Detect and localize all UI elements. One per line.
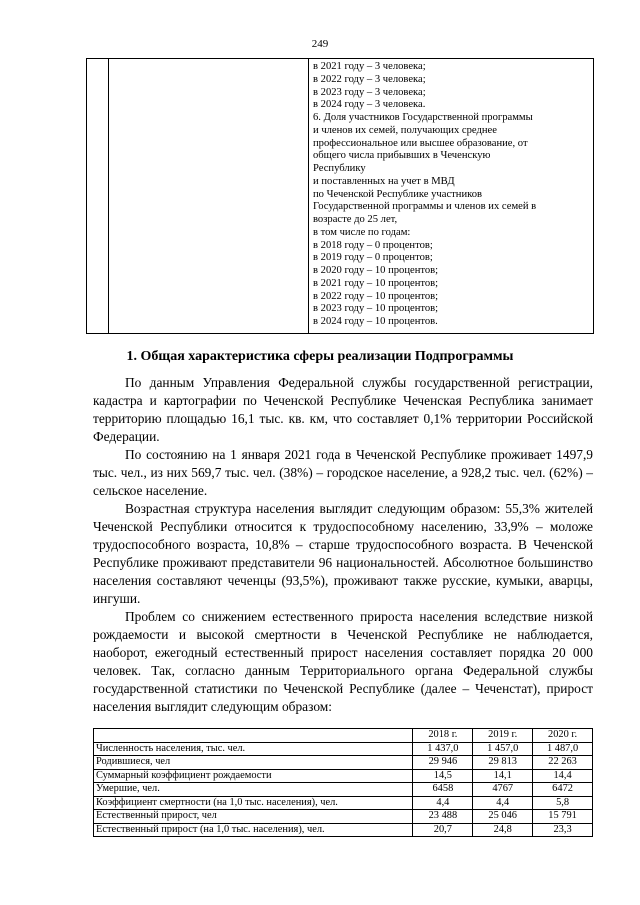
text-line: 6. Доля участников Государственной программы	[313, 112, 533, 123]
table-cell: 6458	[413, 783, 473, 797]
text-line: в 2022 году – 10 процентов;	[313, 290, 439, 302]
text-line: в 2024 году – 10 процентов.	[313, 316, 438, 327]
text-line: в 2023 году – 3 человека;	[313, 86, 426, 98]
table-cell: Естественный прирост (на 1,0 тыс. населения), чел.	[94, 823, 413, 837]
paragraph: Возрастная структура населения выглядит следующим образом: 55,3% жителей Чеченской Республики относится к трудоспособному населению, 33,9% – моложе трудоспособного возраста, 10,8% – старше трудоспособного возраста. В Чеченской Республике проживают представители 96 национальностей. Абсолютное большинство населения составляют чеченцы (93,5%), проживают также русские, кумыки, аварцы, ингуши.	[93, 501, 593, 606]
table-cell: 4,4	[473, 796, 533, 810]
text-line: профессиональное или высшее образование, от	[313, 137, 528, 149]
table-cell: Умершие, чел.	[94, 783, 413, 797]
table-cell: 24,8	[473, 823, 533, 837]
table-row	[94, 756, 593, 770]
text-line: в 2022 году – 3 человека;	[313, 73, 426, 85]
table-cell: 29 946	[413, 756, 473, 770]
table-cell: 15 791	[533, 810, 593, 824]
table-cell: 1 437,0	[413, 742, 473, 756]
table-cell: 20,7	[413, 823, 473, 837]
text-line: возрасте до 25 лет,	[313, 214, 398, 225]
text-line: в 2021 году – 10 процентов;	[313, 277, 439, 289]
text-line: и поставленных на учет в МВД	[313, 175, 455, 187]
table-cell: Родившиеся, чел	[94, 756, 413, 770]
table-row	[94, 783, 593, 797]
text-line: в 2020 году – 10 процентов;	[313, 265, 439, 276]
text-line: в том числе по годам:	[313, 226, 411, 238]
table-header-cell: 2018 г.	[413, 729, 473, 743]
text-line: в 2018 году – 0 процентов;	[313, 239, 433, 251]
table-column-divider	[108, 59, 109, 333]
text-line: в 2021 году – 3 человека;	[313, 61, 426, 72]
continuation-table	[86, 58, 594, 334]
paragraph: По данным Управления Федеральной службы государственной регистрации, кадастра и картографии по Чеченской Республике Чеченская Республика занимает территорию площадью 16,1 тыс. кв. км, что составляет 0,1% территории Российской Федерации.	[93, 375, 593, 444]
table-header-cell	[94, 729, 413, 743]
table-row	[94, 810, 593, 824]
table-cell: 1 457,0	[473, 742, 533, 756]
table-row	[94, 823, 593, 837]
text-line: общего числа прибывших в Чеченскую	[313, 150, 491, 162]
table-cell: Суммарный коэффициент рождаемости	[94, 769, 413, 783]
population-stats-table	[93, 728, 593, 837]
table-cell: Естественный прирост, чел	[94, 810, 413, 824]
table-cell: 14,1	[473, 769, 533, 783]
paragraph: Проблем со снижением естественного прироста населения вследствие низкой рождаемости и высокой смертности в Чеченской Республике не наблюдается, наоборот, ежегодный естественный прирост населения составляет порядка 20 000 человек. Так, согласно данным Территориального органа Федеральной службы государственной статистики по Чеченской Республике (далее – Чеченстат), прирост населения выглядит следующим образом:	[93, 609, 593, 714]
table-cell: 14,4	[533, 769, 593, 783]
section-heading: 1. Общая характеристика сферы реализации Подпрограммы	[126, 349, 514, 364]
table-column-divider	[308, 59, 309, 333]
table-cell: 1 487,0	[533, 742, 593, 756]
table-cell: 4767	[473, 783, 533, 797]
table-cell: 6472	[533, 783, 593, 797]
text-line: в 2019 году – 0 процентов;	[313, 252, 433, 264]
table-cell: 29 813	[473, 756, 533, 770]
body-text	[93, 374, 593, 716]
indicator-text-cell	[313, 61, 591, 329]
table-cell: Численность населения, тыс. чел.	[94, 742, 413, 756]
table-header-cell: 2019 г.	[473, 729, 533, 743]
text-line: в 2023 году – 10 процентов;	[313, 303, 439, 315]
text-line: Республику	[313, 163, 366, 174]
table-cell: 23 488	[413, 810, 473, 824]
table-cell: 5,8	[533, 796, 593, 810]
table-row	[94, 742, 593, 756]
table-cell: 23,3	[533, 823, 593, 837]
table-cell: 14,5	[413, 769, 473, 783]
table-row	[94, 796, 593, 810]
table-cell: 4,4	[413, 796, 473, 810]
text-line: Государственной программы и членов их семей в	[313, 201, 537, 213]
table-cell: 22 263	[533, 756, 593, 770]
table-cell: Коэффициент смертности (на 1,0 тыс. населения), чел.	[94, 796, 413, 810]
table-header-row	[94, 729, 593, 743]
table-cell: 25 046	[473, 810, 533, 824]
text-line: в 2024 году – 3 человека.	[313, 99, 426, 111]
table-header-cell: 2020 г.	[533, 729, 593, 743]
table-row	[94, 769, 593, 783]
paragraph: По состоянию на 1 января 2021 года в Чеченской Республике проживает 1497,9 тыс. чел., из них 569,7 тыс. чел. (38%) – городское население, а 928,2 тыс. чел. (62%) – сельское население.	[93, 447, 593, 498]
page-number: 249	[311, 38, 329, 50]
text-line: по Чеченской Республике участников	[313, 188, 483, 200]
text-line: и членов их семей, получающих среднее	[313, 124, 497, 136]
